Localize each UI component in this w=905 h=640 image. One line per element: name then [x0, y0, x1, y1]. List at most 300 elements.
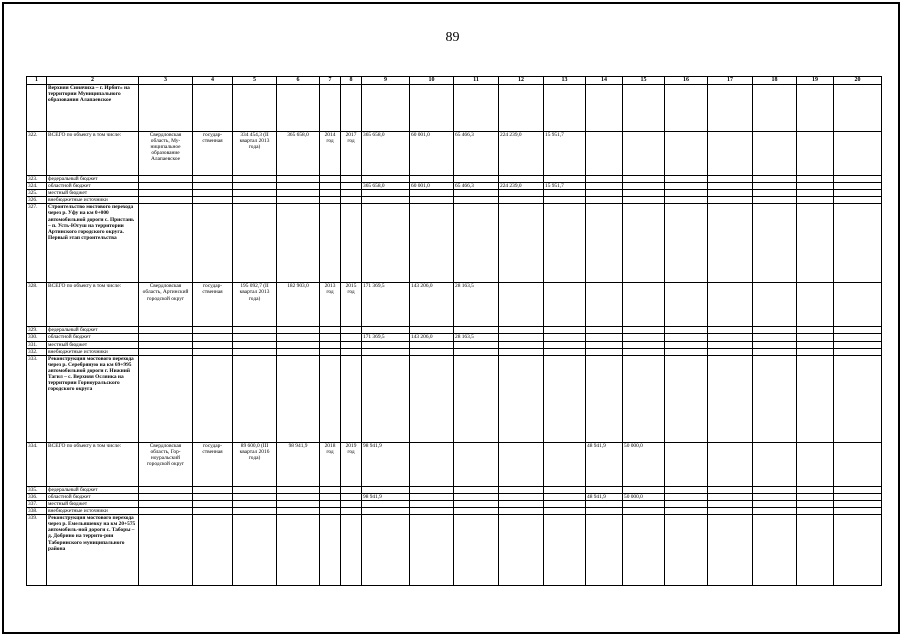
table-cell: [665, 486, 708, 493]
table-cell: [665, 355, 708, 442]
table-cell: [341, 341, 362, 348]
column-header: 6: [277, 77, 320, 85]
table-cell: [708, 176, 753, 183]
column-header: 9: [362, 77, 410, 85]
table-cell: [623, 176, 665, 183]
table-cell: [834, 327, 882, 334]
table-row: [27, 204, 882, 283]
table-cell: 143 206,0: [410, 334, 454, 341]
table-cell: Свердловская область, Гор-ноуральский городской округ: [139, 442, 193, 486]
table-cell: [341, 493, 362, 500]
table-cell: 60 001,0: [410, 183, 454, 190]
table-cell: [454, 85, 499, 132]
table-row: [27, 348, 882, 355]
table-cell: государ-ственная: [193, 283, 233, 327]
table-cell: [834, 515, 882, 586]
table-cell: [410, 493, 454, 500]
table-cell: [277, 85, 320, 132]
table-cell: 333.: [27, 355, 47, 442]
table-cell: [544, 176, 586, 183]
table-cell: [753, 500, 797, 507]
table-cell: [139, 204, 193, 283]
table-cell: [410, 197, 454, 204]
table-cell: [233, 355, 277, 442]
table-cell: [753, 348, 797, 355]
table-cell: 337.: [27, 500, 47, 507]
table-cell: областной бюджет: [47, 493, 139, 500]
table-cell: [544, 197, 586, 204]
table-cell: 339.: [27, 515, 47, 586]
table-cell: 195 092,7 (II квартал 2013 года): [233, 283, 277, 327]
table-cell: [499, 327, 544, 334]
table-row: [27, 190, 882, 197]
table-cell: [665, 283, 708, 327]
table-cell: [233, 183, 277, 190]
table-cell: [499, 486, 544, 493]
table-cell: 336.: [27, 493, 47, 500]
table-cell: [193, 500, 233, 507]
table-cell: [834, 486, 882, 493]
table-cell: [233, 493, 277, 500]
table-cell: [233, 176, 277, 183]
table-cell: [499, 334, 544, 341]
table-cell: [362, 176, 410, 183]
table-cell: областной бюджет: [47, 334, 139, 341]
table-cell: [623, 500, 665, 507]
table-cell: федеральный бюджет: [47, 486, 139, 493]
table-cell: 224 239,0: [499, 183, 544, 190]
table-cell: [320, 183, 341, 190]
table-cell: 50 000,0: [623, 442, 665, 486]
table-cell: 322.: [27, 132, 47, 176]
table-cell: [753, 190, 797, 197]
table-cell: [193, 515, 233, 586]
table-cell: [753, 515, 797, 586]
table-cell: [665, 493, 708, 500]
table-cell: [410, 341, 454, 348]
table-cell: [277, 348, 320, 355]
table-body: [27, 85, 882, 586]
column-header: 12: [499, 77, 544, 85]
table-cell: [797, 442, 834, 486]
table-cell: [341, 197, 362, 204]
table-cell: [708, 283, 753, 327]
table-cell: [499, 493, 544, 500]
table-cell: [454, 341, 499, 348]
table-cell: [320, 341, 341, 348]
table-cell: [341, 334, 362, 341]
table-cell: [797, 348, 834, 355]
table-cell: [193, 176, 233, 183]
table-cell: областной бюджет: [47, 183, 139, 190]
table-cell: [708, 508, 753, 515]
table-cell: [586, 190, 623, 197]
table-cell: [27, 85, 47, 132]
table-cell: [834, 500, 882, 507]
table-cell: [454, 355, 499, 442]
table-cell: [586, 197, 623, 204]
table-cell: [341, 176, 362, 183]
table-cell: [233, 500, 277, 507]
table-cell: [139, 190, 193, 197]
table-cell: 15 951,7: [544, 183, 586, 190]
column-header: 18: [753, 77, 797, 85]
table-row: [27, 334, 882, 341]
table-cell: 329.: [27, 327, 47, 334]
table-cell: [623, 334, 665, 341]
table-cell: 331.: [27, 341, 47, 348]
table-cell: [193, 486, 233, 493]
table-row: [27, 283, 882, 327]
table-cell: [797, 341, 834, 348]
table-cell: [665, 176, 708, 183]
table-cell: 327.: [27, 204, 47, 283]
table-cell: [834, 341, 882, 348]
table-cell: [623, 508, 665, 515]
table-cell: [193, 508, 233, 515]
table-cell: [410, 486, 454, 493]
column-header: 16: [665, 77, 708, 85]
table-cell: [454, 486, 499, 493]
table-cell: [665, 341, 708, 348]
table-cell: [341, 183, 362, 190]
table-cell: [320, 515, 341, 586]
table-cell: [753, 508, 797, 515]
table-cell: [454, 190, 499, 197]
table-row: [27, 355, 882, 442]
column-header: 14: [586, 77, 623, 85]
table-cell: [193, 341, 233, 348]
table-cell: [341, 500, 362, 507]
table-cell: [753, 442, 797, 486]
table-cell: [362, 508, 410, 515]
table-cell: [320, 190, 341, 197]
table-cell: [410, 508, 454, 515]
table-row: [27, 183, 882, 190]
table-cell: [454, 176, 499, 183]
column-header: 15: [623, 77, 665, 85]
table-cell: [139, 515, 193, 586]
table-cell: [277, 327, 320, 334]
table-cell: [623, 204, 665, 283]
table-row: [27, 132, 882, 176]
table-cell: [362, 190, 410, 197]
table-cell: [193, 355, 233, 442]
table-cell: [410, 500, 454, 507]
table-cell: местный бюджет: [47, 500, 139, 507]
table-cell: [320, 197, 341, 204]
table-cell: [277, 508, 320, 515]
table-cell: [410, 355, 454, 442]
table-cell: 65 466,3: [454, 183, 499, 190]
table-cell: 60 001,0: [410, 132, 454, 176]
table-cell: [797, 508, 834, 515]
table-cell: [410, 515, 454, 586]
table-cell: [320, 500, 341, 507]
table-cell: [139, 341, 193, 348]
table-cell: [341, 348, 362, 355]
column-header: 1: [27, 77, 47, 85]
table-cell: [139, 348, 193, 355]
table-cell: 330.: [27, 334, 47, 341]
table-cell: [233, 197, 277, 204]
table-row: [27, 515, 882, 586]
table-cell: [753, 183, 797, 190]
table-cell: [499, 283, 544, 327]
table-cell: [753, 341, 797, 348]
table-cell: [277, 190, 320, 197]
table-row: [27, 176, 882, 183]
table-cell: [623, 355, 665, 442]
table-cell: Верхняя Синячиха – г. Ирбит» на территории Муниципального образования Алапаевское: [47, 85, 139, 132]
table-cell: [410, 204, 454, 283]
table-cell: [499, 442, 544, 486]
table-cell: [586, 176, 623, 183]
column-header: 4: [193, 77, 233, 85]
table-cell: [834, 183, 882, 190]
table-cell: [277, 197, 320, 204]
table-cell: [320, 493, 341, 500]
table-cell: [753, 85, 797, 132]
table-cell: 328.: [27, 283, 47, 327]
table-cell: [586, 183, 623, 190]
table-cell: [753, 355, 797, 442]
table-cell: [341, 508, 362, 515]
table-cell: [139, 500, 193, 507]
table-cell: местный бюджет: [47, 341, 139, 348]
table-cell: [797, 334, 834, 341]
table-cell: ВСЕГО по объекту в том числе:: [47, 442, 139, 486]
table-cell: [753, 493, 797, 500]
table-cell: [834, 204, 882, 283]
table-row: [27, 197, 882, 204]
table-cell: [139, 176, 193, 183]
table-cell: [708, 486, 753, 493]
table-cell: [320, 348, 341, 355]
table-cell: [139, 334, 193, 341]
table-row: [27, 85, 882, 132]
table-cell: [753, 283, 797, 327]
column-header: 17: [708, 77, 753, 85]
table-cell: [623, 486, 665, 493]
table-cell: [499, 176, 544, 183]
table-cell: [753, 334, 797, 341]
table-cell: [665, 197, 708, 204]
table-cell: [708, 334, 753, 341]
table-cell: [623, 341, 665, 348]
table-cell: [362, 486, 410, 493]
table-row: [27, 486, 882, 493]
table-cell: ВСЕГО по объекту в том числе:: [47, 132, 139, 176]
table-cell: [233, 327, 277, 334]
table-cell: [341, 204, 362, 283]
table-row: [27, 500, 882, 507]
table-cell: [665, 327, 708, 334]
table-cell: [544, 493, 586, 500]
table-cell: [708, 197, 753, 204]
table-cell: 324.: [27, 183, 47, 190]
table-cell: 15 951,7: [544, 132, 586, 176]
table-cell: [544, 508, 586, 515]
table-cell: 2013 год: [320, 283, 341, 327]
column-header: 20: [834, 77, 882, 85]
table-cell: [708, 515, 753, 586]
table-cell: [193, 183, 233, 190]
table-cell: [586, 486, 623, 493]
table-cell: [708, 355, 753, 442]
table-cell: [139, 493, 193, 500]
table-cell: 28 163,5: [454, 283, 499, 327]
column-header: 11: [454, 77, 499, 85]
table-cell: [233, 190, 277, 197]
table-cell: государ-ственная: [193, 442, 233, 486]
table-cell: [797, 327, 834, 334]
table-cell: [410, 176, 454, 183]
table-cell: [277, 500, 320, 507]
table-cell: [665, 85, 708, 132]
column-header: 7: [320, 77, 341, 85]
table-row: [27, 341, 882, 348]
table-cell: [797, 500, 834, 507]
column-header: 2: [47, 77, 139, 85]
table-cell: [193, 204, 233, 283]
table-cell: Свердловская область, Му-ниципальное образование Алапаевское: [139, 132, 193, 176]
table-cell: [499, 500, 544, 507]
table-cell: [193, 85, 233, 132]
table-cell: внебюджетные источники: [47, 197, 139, 204]
table-cell: [544, 204, 586, 283]
table-cell: [586, 500, 623, 507]
table-cell: [665, 442, 708, 486]
table-cell: местный бюджет: [47, 190, 139, 197]
table-cell: [139, 508, 193, 515]
table-cell: 323.: [27, 176, 47, 183]
table-cell: 2015 год: [341, 283, 362, 327]
table-cell: [834, 355, 882, 442]
table-cell: [499, 508, 544, 515]
table-cell: 2014 год: [320, 132, 341, 176]
table-cell: Свердловская область, Артинский городской округ: [139, 283, 193, 327]
table-cell: [834, 132, 882, 176]
table-cell: [665, 334, 708, 341]
table-cell: [834, 493, 882, 500]
table-row: [27, 442, 882, 486]
table-cell: [341, 85, 362, 132]
table-cell: [544, 500, 586, 507]
table-cell: [665, 204, 708, 283]
table-cell: [544, 334, 586, 341]
table-cell: внебюджетные источники: [47, 508, 139, 515]
table-cell: [708, 442, 753, 486]
table-cell: [320, 327, 341, 334]
table-cell: [544, 327, 586, 334]
table-cell: [454, 204, 499, 283]
table-cell: [139, 85, 193, 132]
table-cell: [544, 341, 586, 348]
table-cell: [233, 486, 277, 493]
table-cell: [277, 493, 320, 500]
column-header: 13: [544, 77, 586, 85]
table-cell: 171 369,5: [362, 283, 410, 327]
table-cell: [277, 176, 320, 183]
table-cell: [277, 515, 320, 586]
table-cell: [834, 334, 882, 341]
table-cell: 325.: [27, 190, 47, 197]
table-cell: [586, 515, 623, 586]
table-cell: [665, 183, 708, 190]
table-cell: [362, 348, 410, 355]
table-cell: [233, 85, 277, 132]
table-cell: [193, 334, 233, 341]
table-cell: [410, 348, 454, 355]
table-cell: [708, 132, 753, 176]
table-cell: [708, 500, 753, 507]
table-cell: федеральный бюджет: [47, 176, 139, 183]
table-cell: [586, 355, 623, 442]
data-table: [26, 76, 882, 586]
table-cell: 334 454,3 (II квартал 2013 года): [233, 132, 277, 176]
table-cell: [499, 190, 544, 197]
table-cell: [544, 283, 586, 327]
table-cell: [665, 515, 708, 586]
table-cell: [708, 493, 753, 500]
table-cell: 50 000,0: [623, 493, 665, 500]
table-cell: [454, 197, 499, 204]
table-cell: [233, 515, 277, 586]
table-cell: [320, 355, 341, 442]
table-cell: [193, 348, 233, 355]
table-cell: [320, 508, 341, 515]
table-cell: [623, 190, 665, 197]
table-cell: [233, 348, 277, 355]
table-cell: [834, 348, 882, 355]
table-cell: [797, 204, 834, 283]
table-cell: [410, 85, 454, 132]
table-cell: [139, 486, 193, 493]
table-cell: 65 466,3: [454, 132, 499, 176]
table-cell: [544, 348, 586, 355]
table-cell: [797, 515, 834, 586]
table-cell: [544, 442, 586, 486]
table-cell: [193, 190, 233, 197]
table-cell: [665, 132, 708, 176]
table-cell: 98 941,9: [362, 493, 410, 500]
table-row: [27, 493, 882, 500]
table-cell: 224 239,0: [499, 132, 544, 176]
table-cell: [834, 176, 882, 183]
table-cell: [233, 204, 277, 283]
table-cell: [623, 197, 665, 204]
table-cell: [623, 85, 665, 132]
table-cell: [753, 327, 797, 334]
table-cell: [233, 508, 277, 515]
table-cell: [454, 500, 499, 507]
table-cell: [139, 327, 193, 334]
table-cell: 2019 год: [341, 442, 362, 486]
header-row: [27, 77, 882, 85]
table-cell: 2018 год: [320, 442, 341, 486]
table-cell: [665, 508, 708, 515]
table-cell: 171 369,5: [362, 334, 410, 341]
table-cell: [797, 283, 834, 327]
table-cell: [753, 204, 797, 283]
table-cell: [797, 197, 834, 204]
table-cell: 143 206,0: [410, 283, 454, 327]
table-cell: [341, 327, 362, 334]
table-cell: [193, 493, 233, 500]
table-cell: [834, 197, 882, 204]
table-cell: [362, 197, 410, 204]
